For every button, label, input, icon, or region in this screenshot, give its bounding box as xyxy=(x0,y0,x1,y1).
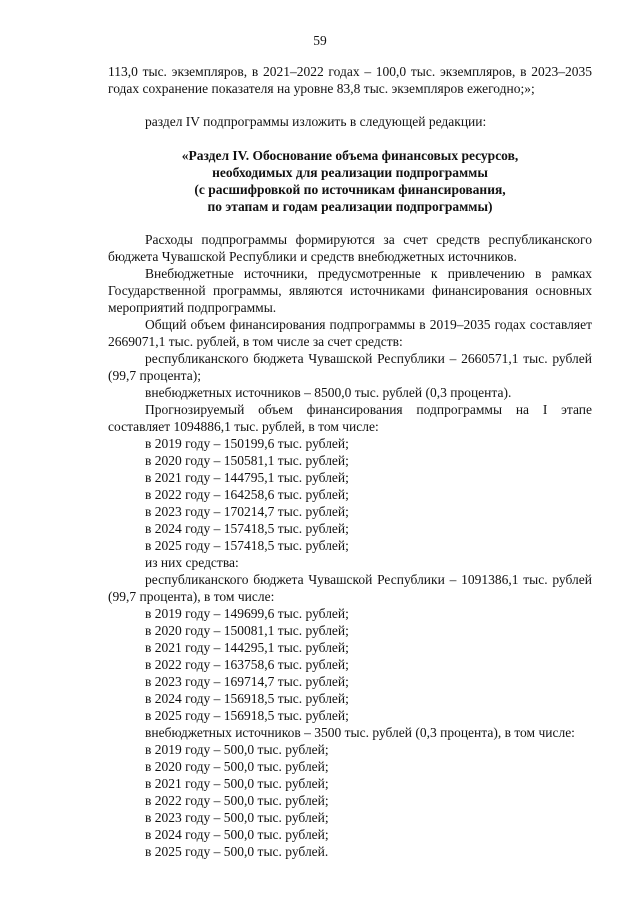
list-item: в 2020 году – 150081,1 тыс. рублей; xyxy=(145,623,349,638)
paragraph-stage-one: Прогнозируемый объем финансирования подпрограммы на I этапе составляет 1094886,1 тыс. рублей, в том числе: xyxy=(108,402,592,434)
list-item: в 2022 году – 500,0 тыс. рублей; xyxy=(145,793,329,808)
list-item: в 2024 году – 156918,5 тыс. рублей; xyxy=(145,691,349,706)
list-item: в 2020 году – 150581,1 тыс. рублей; xyxy=(145,453,349,468)
paragraph-total-volume: Общий объем финансирования подпрограммы в 2019–2035 годах составляет 2669071,1 тыс. рублей, в том числе за счет средств: xyxy=(108,317,592,349)
paragraph-extra-total: внебюджетных источников – 8500,0 тыс. рублей (0,3 процента). xyxy=(145,385,512,400)
paragraph-republic-total: республиканского бюджета Чувашской Республики – 2660571,1 тыс. рублей (99,7 процента); xyxy=(108,351,592,383)
list-item: в 2023 году – 170214,7 тыс. рублей; xyxy=(145,504,349,519)
heading-line: (с расшифровкой по источникам финансирования, xyxy=(194,182,506,197)
paragraph-expenses: Расходы подпрограммы формируются за счет средств республиканского бюджета Чувашской Республики и средств внебюджетных источников. xyxy=(108,232,592,264)
page-number: 59 xyxy=(313,33,327,48)
list-item: в 2019 году – 500,0 тыс. рублей; xyxy=(145,742,329,757)
section-heading xyxy=(108,147,592,215)
paragraph-extra-sources: Внебюджетные источники, предусмотренные к привлечению в рамках Государственной программы, являются источниками финансирования основных мероприятий подпрограммы. xyxy=(108,266,592,315)
list-item: в 2022 году – 163758,6 тыс. рублей; xyxy=(145,657,349,672)
document-body xyxy=(108,63,592,860)
paragraph-republic-stage: республиканского бюджета Чувашской Республики – 1091386,1 тыс. рублей (99,7 процента), в том числе: xyxy=(108,572,592,604)
paragraph-extra-stage: внебюджетных источников – 3500 тыс. рублей (0,3 процента), в том числе: xyxy=(145,725,575,740)
list-item: в 2021 году – 500,0 тыс. рублей; xyxy=(145,776,329,791)
list-item: в 2021 году – 144795,1 тыс. рублей; xyxy=(145,470,349,485)
instruction-paragraph: раздел IV подпрограммы изложить в следующей редакции: xyxy=(145,114,487,129)
list-item: в 2023 году – 500,0 тыс. рублей; xyxy=(145,810,329,825)
list-item: в 2025 году – 500,0 тыс. рублей. xyxy=(145,844,329,859)
heading-line: «Раздел IV. Обоснование объема финансовых ресурсов, xyxy=(181,148,519,163)
list-item: в 2024 году – 500,0 тыс. рублей; xyxy=(145,827,329,842)
heading-line: по этапам и годам реализации подпрограммы) xyxy=(207,199,493,214)
list-item: в 2025 году – 157418,5 тыс. рублей; xyxy=(145,538,349,553)
list-item: в 2019 году – 150199,6 тыс. рублей; xyxy=(145,436,349,451)
list-item: в 2024 году – 157418,5 тыс. рублей; xyxy=(145,521,349,536)
list-item: в 2021 году – 144295,1 тыс. рублей; xyxy=(145,640,349,655)
of-them-label: из них средства: xyxy=(145,555,239,570)
heading-line: необходимых для реализации подпрограммы xyxy=(212,165,488,180)
list-item: в 2023 году – 169714,7 тыс. рублей; xyxy=(145,674,349,689)
list-item: в 2022 году – 164258,6 тыс. рублей; xyxy=(145,487,349,502)
continuation-paragraph: 113,0 тыс. экземпляров, в 2021–2022 годах – 100,0 тыс. экземпляров, в 2023–2035 годах сохранение показателя на уровне 83,8 тыс. экземпляров ежегодно;»; xyxy=(108,64,592,96)
list-item: в 2025 году – 156918,5 тыс. рублей; xyxy=(145,708,349,723)
list-item: в 2019 году – 149699,6 тыс. рублей; xyxy=(145,606,349,621)
list-item: в 2020 году – 500,0 тыс. рублей; xyxy=(145,759,329,774)
